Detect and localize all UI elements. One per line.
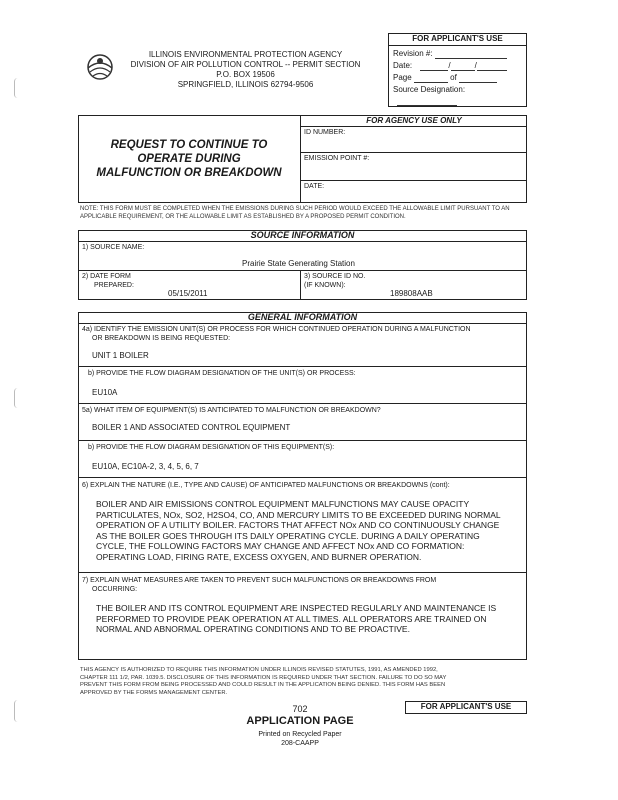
answer-7[interactable] <box>96 603 521 635</box>
binder-mark-top <box>14 78 21 98</box>
answer-6-line-1: BOILER AND AIR EMISSIONS CONTROL EQUIPMENT MALFUNCTIONS MAY CAUSE OPACITY <box>96 499 470 509</box>
applicant-use-box <box>388 33 527 107</box>
application-page-label: APPLICATION PAGE <box>246 715 354 727</box>
date-separator-1: / <box>448 61 451 70</box>
revision-row <box>393 49 507 59</box>
agency-use-title: FOR AGENCY USE ONLY <box>366 116 462 125</box>
answer-6-line-5: CYCLE, THE FOLLOWING FACTORS MAY CHANGE AND AFFECT NOx AND CO FORMATION: <box>96 541 465 551</box>
date-prepared-label-2: PREPARED: <box>94 282 134 289</box>
source-info-heading: SOURCE INFORMATION <box>250 230 355 240</box>
date-prepared-label <box>82 272 134 290</box>
question-6: 6) EXPLAIN THE NATURE (I.E., TYPE AND CAUSE) OF ANTICIPATED MALFUNCTIONS OR BREAKDOWNS (cont): <box>82 482 450 489</box>
answer-7-line-2: PERFORMED TO PROVIDE PEAK OPERATION AT ALL TIMES. ALL OPERATORS ARE TRAINED ON <box>96 613 487 624</box>
agency-po-box: P.O. BOX 19506 <box>216 70 275 79</box>
answer-6[interactable] <box>96 499 521 562</box>
answer-6-line-6: OPERATING LOAD, FIRING RATE, EXCESS OXYGEN, AND BURNER OPERATION. <box>96 551 422 562</box>
applicant-use-title: FOR APPLICANT'S USE <box>389 34 526 46</box>
answer-4a[interactable]: UNIT 1 BOILER <box>92 351 149 360</box>
answer-7-line-1: THE BOILER AND ITS CONTROL EQUIPMENT ARE INSPECTED REGULARLY AND MAINTENANCE IS <box>96 603 497 613</box>
date-prepared-label-1: 2) DATE FORM <box>82 273 131 280</box>
page-number-field[interactable] <box>414 73 448 83</box>
answer-5b[interactable]: EU10A, EC10A-2, 3, 4, 5, 6, 7 <box>92 462 199 471</box>
date-day-field[interactable] <box>451 61 475 71</box>
date-label: Date: <box>393 61 413 70</box>
question-5a: 5a) WHAT ITEM OF EQUIPMENT(S) IS ANTICIPATED TO MALFUNCTION OR BREAKDOWN? <box>82 407 381 414</box>
illinois-epa-logo-icon <box>82 52 118 82</box>
agency-header <box>118 50 373 90</box>
source-name-value[interactable]: Prairie State Generating Station <box>242 259 355 268</box>
page-of-label: of <box>450 73 457 82</box>
page-row <box>393 73 497 83</box>
answer-6-line-2: PARTICULATES, NOx, SO2, H2SO4, CO, AND MERCURY LIMITS TO BE EXCEEDED DURING NORMAL <box>96 509 501 520</box>
question-5b: b) PROVIDE THE FLOW DIAGRAM DESIGNATION OF THIS EQUIPMENT(S): <box>88 444 335 451</box>
answer-4b[interactable]: EU10A <box>92 388 118 397</box>
question-4a-line-2: OR BREAKDOWN IS BEING REQUESTED: <box>92 335 231 342</box>
footer-legal-line-1: THIS AGENCY IS AUTHORIZED TO REQUIRE THIS INFORMATION UNDER ILLINOIS REVISED STATUTES, 1991, AS AMENDED 1992, <box>80 667 438 673</box>
printed-recycled: Printed on Recycled Paper <box>258 731 342 738</box>
footer-legal-line-4: APPROVED BY THE FORMS MANAGEMENT CENTER. <box>80 689 228 696</box>
binder-mark-bottom <box>14 700 21 722</box>
question-4a <box>82 325 471 343</box>
form-title <box>80 138 298 180</box>
footer-applicant-use-title: FOR APPLICANT'S USE <box>420 702 512 711</box>
footer-legal-line-3: PREVENT THIS FORM FROM BEING PROCESSED AND COULD RESULT IN THE APPLICATION BEING DENIED. THIS FORM HAS BEEN <box>80 682 446 688</box>
agency-city: SPRINGFIELD, ILLINOIS 62794-9506 <box>177 80 314 89</box>
date-separator-2: / <box>474 61 477 70</box>
source-id-label-2: (IF KNOWN): <box>304 282 346 289</box>
source-designation-field[interactable] <box>397 105 457 106</box>
date-year-field[interactable] <box>474 61 507 71</box>
source-designation-label: Source Designation: <box>393 85 466 94</box>
answer-7-line-3: NORMAL AND ABNORMAL OPERATING CONDITIONS AND TO BE PROACTIVE. <box>96 624 410 634</box>
form-title-line-2: OPERATE DURING <box>137 153 241 165</box>
question-4b: b) PROVIDE THE FLOW DIAGRAM DESIGNATION OF THE UNIT(S) OR PROCESS: <box>88 370 356 377</box>
source-name-label: 1) SOURCE NAME: <box>82 244 145 251</box>
source-id-label-1: 3) SOURCE ID NO. <box>304 273 366 280</box>
id-number-label: ID NUMBER: <box>304 129 346 136</box>
general-info-heading: GENERAL INFORMATION <box>247 312 358 322</box>
answer-6-line-3: OPERATION OF A UTILITY BOILER. FACTORS THAT AFFECT NOx AND CO CONTINUOUSLY CHANGE <box>96 520 500 530</box>
revision-label: Revision #: <box>393 49 433 58</box>
form-title-line-3: MALFUNCTION OR BREAKDOWN <box>96 167 282 179</box>
agency-date-label: DATE: <box>304 183 325 190</box>
page-total-field[interactable] <box>459 73 497 83</box>
form-code: 208-CAAPP <box>281 740 319 747</box>
question-7-line-2: OCCURRING: <box>92 586 138 593</box>
answer-5a[interactable]: BOILER 1 AND ASSOCIATED CONTROL EQUIPMENT <box>92 423 291 432</box>
source-id-label <box>304 272 365 290</box>
emission-point-label: EMISSION POINT #: <box>304 155 370 162</box>
question-7-line-1: 7) EXPLAIN WHAT MEASURES ARE TAKEN TO PREVENT SUCH MALFUNCTIONS OR BREAKDOWNS FROM <box>82 577 437 584</box>
page-label: Page <box>393 73 412 82</box>
date-row <box>393 61 507 71</box>
question-4a-line-1: 4a) IDENTIFY THE EMISSION UNIT(S) OR PROCESS FOR WHICH CONTINUED OPERATION DURING A MALFUNCTION <box>82 326 471 333</box>
form-number: 702 <box>292 704 308 714</box>
agency-name: ILLINOIS ENVIRONMENTAL PROTECTION AGENCY <box>148 50 343 59</box>
binder-mark-middle <box>14 388 21 408</box>
date-month-field[interactable] <box>420 61 451 71</box>
agency-division: DIVISION OF AIR POLLUTION CONTROL -- PERMIT SECTION <box>130 60 361 69</box>
form-title-line-1: REQUEST TO CONTINUE TO <box>110 139 268 151</box>
note-text: NOTE: THIS FORM MUST BE COMPLETED WHEN THE EMISSIONS DURING SUCH PERIOD WOULD EXCEED THE ALLOWABLE LIMIT PURSUANT TO AN APPLICABLE REQUIREMENT, OR THE ALLOWABLE LIMIT AS ESTABLISHED BY A PROPOSED PERMIT CONDITION. <box>80 206 510 220</box>
date-prepared-value[interactable]: 05/15/2011 <box>168 289 208 298</box>
question-7 <box>82 576 436 594</box>
revision-field[interactable] <box>435 49 507 59</box>
footer-legal-line-2: CHAPTER 111 1/2, PAR. 1039.5. DISCLOSURE OF THIS INFORMATION IS REQUIRED UNDER THAT SECTION. FAILURE TO DO SO MAY <box>80 674 447 681</box>
source-id-value[interactable]: 189808AAB <box>390 289 433 298</box>
footer-legal-text <box>80 667 530 697</box>
answer-6-line-4: AS THE BOILER GOES THROUGH ITS DAILY OPERATING CYCLE. DURING A DAILY OPERATING <box>96 530 480 541</box>
